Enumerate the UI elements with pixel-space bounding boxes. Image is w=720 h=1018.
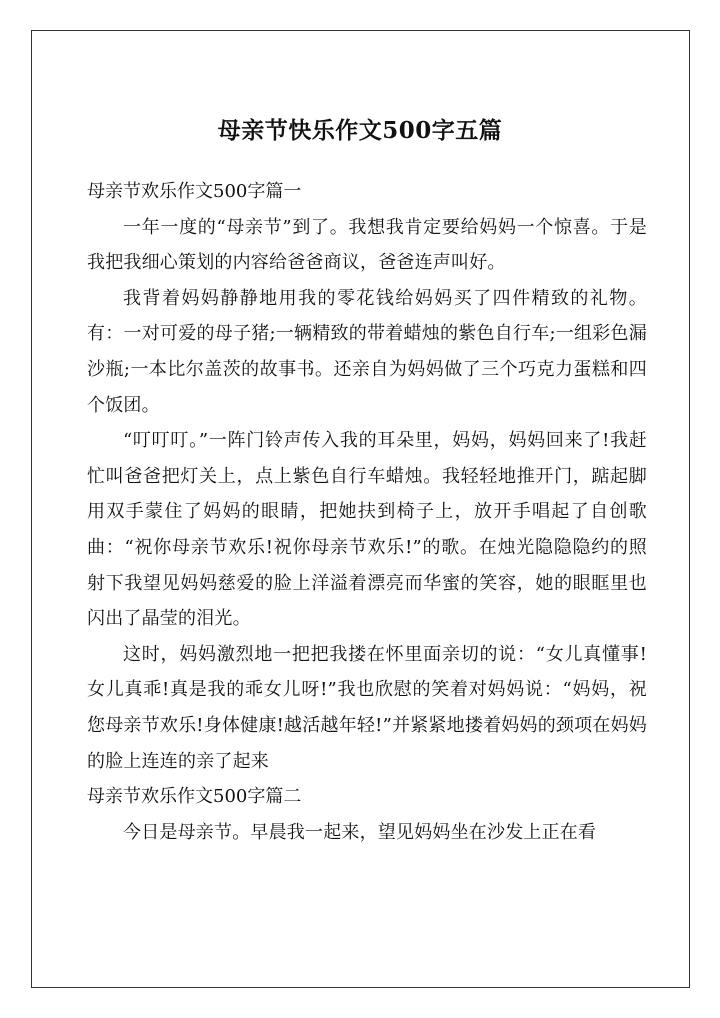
paragraph: 我背着妈妈静静地用我的零花钱给妈妈买了四件精致的礼物。有：一对可爱的母子猪;一辆精致的带着蜡烛的紫色自行车;一组彩色漏沙瓶;一本比尔盖茨的故事书。还亲自为妈妈做了三个巧克力蛋糕和四个饭团。 bbox=[87, 287, 647, 416]
paragraph: “叮叮叮。”一阵门铃声传入我的耳朵里，妈妈，妈妈回来了!我赶忙叫爸爸把灯关上，点上紫色自行车蜡烛。我轻轻地推开门，踮起脚用双手蒙住了妈妈的眼睛，把她扶到椅子上，放开手唱起了自创歌曲：“祝你母亲节欢乐!祝你母亲节欢乐!”的歌。在烛光隐隐隐约的照射下我望见妈妈慈爱的脸上洋溢着漂亮而华蜜的笑容，她的眼眶里也闪出了晶莹的泪光。 bbox=[87, 430, 647, 630]
paragraph: 今日是母亲节。早晨我一起来，望见妈妈坐在沙发上正在看 bbox=[123, 821, 597, 843]
paragraph: 一年一度的“母亲节”到了。我想我肯定要给妈妈一个惊喜。于是我把我细心策划的内容给爸爸商议，爸爸连声叫好。 bbox=[87, 216, 647, 274]
paragraph: 这时，妈妈激烈地一把把我搂在怀里面亲切的说：“女儿真懂事!女儿真乖!真是我的乖女儿呀!”我也欣慰的笑着对妈妈说：“妈妈，祝您母亲节欢乐!身体健康!越活越年轻!”并紧紧地搂着妈妈的颈项在妈妈的脸上连连的亲了起来 bbox=[87, 643, 647, 772]
section-heading-2: 母亲节欢乐作文500字篇二 bbox=[87, 786, 302, 808]
document-body bbox=[87, 174, 647, 850]
document-title: 母亲节快乐作文500字五篇 bbox=[217, 117, 503, 144]
section-heading-1: 母亲节欢乐作文500字篇一 bbox=[87, 181, 302, 202]
